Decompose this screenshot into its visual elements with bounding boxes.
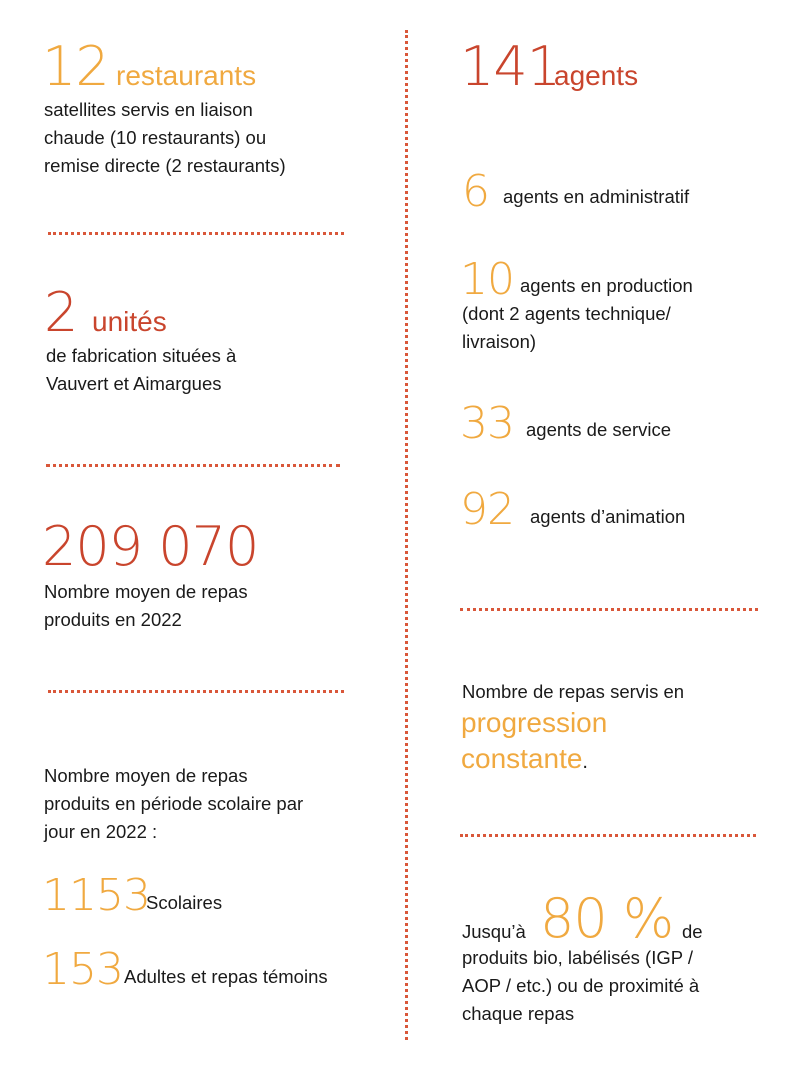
animation-agents-number: 92 <box>460 484 514 535</box>
units-label: unités <box>92 306 167 337</box>
admin-agents-label: agents en administratif <box>503 186 690 207</box>
bio-number: 80 % <box>540 887 674 950</box>
adult-meals-number: 153 <box>42 944 123 995</box>
production-agents-number: 10 <box>460 254 514 305</box>
divider-left-3 <box>48 690 344 693</box>
school-description: Nombre moyen de repas produits en période scolaire par jour en 2022 : <box>44 765 304 842</box>
service-agents-label: agents de service <box>526 419 672 440</box>
progression-accent-line <box>461 741 588 780</box>
meals-description: Nombre moyen de repas produits en 2022 <box>44 581 248 630</box>
production-agents-label-1: agents en production <box>520 275 693 296</box>
vertical-divider <box>405 30 408 1040</box>
divider-left-2 <box>46 464 340 467</box>
agents-number: 141 <box>460 35 561 98</box>
meals-number: 209 070 <box>42 515 259 578</box>
production-agents-label-2: (dont 2 agents technique/ livraison) <box>462 303 671 352</box>
units-description: de fabrication situées à Vauvert et Aimargues <box>46 345 237 394</box>
progression-intro: Nombre de repas servis en <box>462 681 685 702</box>
bio-description: produits bio, labélisés (IGP / AOP / etc.) ou de proximité à chaque repas <box>462 947 700 1024</box>
school-meals-label: Scolaires <box>146 892 223 913</box>
divider-right-1 <box>460 608 758 611</box>
restaurants-number: 12 <box>42 35 109 98</box>
adult-meals-label: Adultes et repas témoins <box>124 966 328 987</box>
bio-suffix: de <box>682 921 703 942</box>
restaurants-description: satellites servis en liaison chaude (10 restaurants) ou remise directe (2 restaurants) <box>44 99 286 176</box>
progression-period: . <box>582 751 588 773</box>
bio-prefix: Jusqu’à <box>462 921 526 942</box>
admin-agents-number: 6 <box>462 166 489 217</box>
animation-agents-label: agents d’animation <box>530 506 686 527</box>
agents-label: agents <box>554 60 639 91</box>
divider-left-1 <box>48 232 344 235</box>
units-number: 2 <box>44 281 78 344</box>
progression-accent-1: progression <box>461 707 608 738</box>
school-meals-number: 1153 <box>42 870 150 921</box>
service-agents-number: 33 <box>460 398 514 449</box>
restaurants-label: restaurants <box>116 60 257 91</box>
divider-right-2 <box>460 834 756 837</box>
progression-accent-2: constante <box>461 743 583 774</box>
